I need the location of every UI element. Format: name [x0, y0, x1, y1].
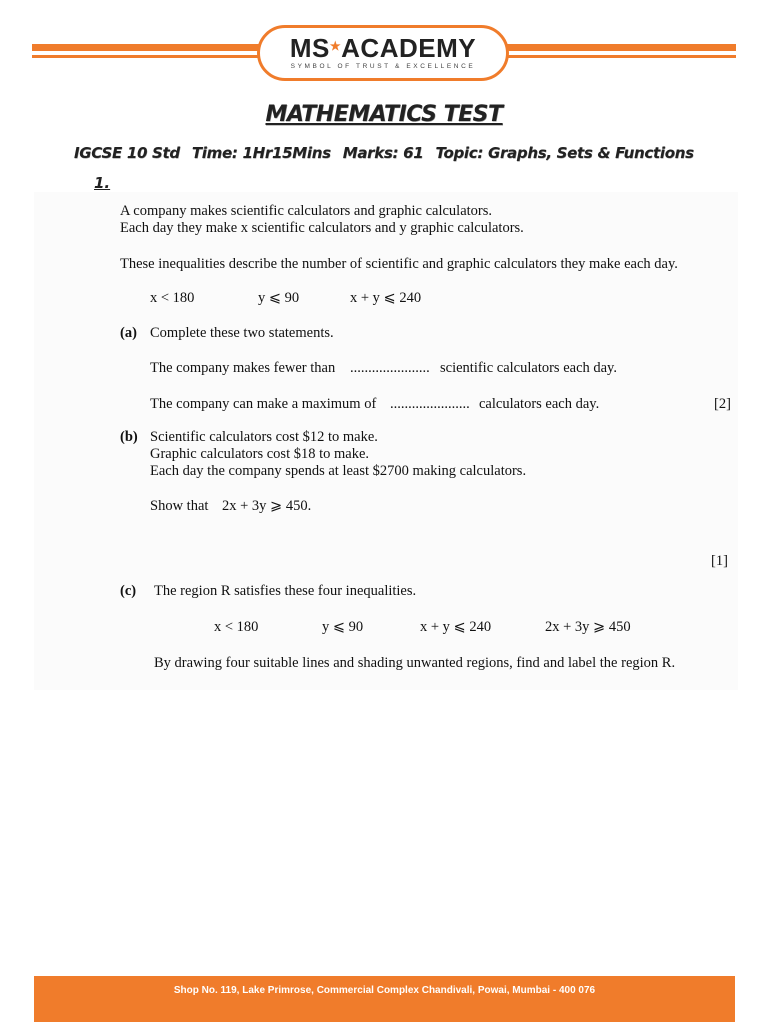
- marks-label: Marks: 61: [342, 144, 424, 162]
- inequality: x < 180: [214, 619, 259, 635]
- academy-logo: [257, 25, 509, 81]
- marks-b: [1]: [711, 553, 728, 569]
- statement-1-post: scientific calculators each day.: [440, 360, 617, 376]
- part-c-instruction: By drawing four suitable lines and shading unwanted regions, find and label the region R.: [154, 655, 676, 671]
- statement-1-pre: The company makes fewer than: [150, 360, 336, 376]
- marks-a: [2]: [714, 396, 731, 412]
- grade-label: IGCSE 10 Std: [74, 144, 180, 162]
- time-label: Time: 1Hr15Mins: [191, 144, 331, 162]
- inequality: y ⩽ 90: [322, 619, 364, 635]
- inequality: y ⩽ 90: [258, 290, 300, 306]
- inequality: x + y ⩽ 240: [350, 290, 422, 306]
- part-b-line-3: Each day the company spends at least $2700 making calculators.: [150, 463, 527, 479]
- intro-line-1: A company makes scientific calculators and graphic calculators.: [120, 203, 493, 219]
- test-info: [74, 144, 706, 162]
- star-icon: ★: [329, 39, 342, 53]
- answer-blank: ......................: [350, 360, 430, 376]
- part-b-line-2: Graphic calculators cost $18 to make.: [150, 446, 370, 462]
- logo-text: MS★ACADEMY: [289, 33, 477, 63]
- inequality: x + y ⩽ 240: [420, 619, 492, 635]
- question-number: 1.: [94, 174, 111, 192]
- part-c-label: (c): [120, 583, 137, 599]
- statement-2-post: calculators each day.: [479, 396, 600, 412]
- page-title: MATHEMATICS TEST: [265, 102, 503, 127]
- statement-2-pre: The company can make a maximum of: [150, 396, 377, 412]
- footer-address: Shop No. 119, Lake Primrose, Commercial Complex Chandivali, Powai, Mumbai - 400 076: [34, 976, 735, 1022]
- show-that: Show that: [150, 498, 209, 514]
- part-c-text: The region R satisfies these four inequalities.: [154, 583, 417, 599]
- inequality: 2x + 3y ⩾ 450: [545, 619, 631, 635]
- part-b-label: (b): [120, 429, 138, 445]
- show-expression: 2x + 3y ⩾ 450.: [222, 498, 312, 514]
- intro-line-2: Each day they make x scientific calculators and y graphic calculators.: [120, 220, 524, 236]
- logo-tagline: SYMBOL OF TRUST & EXCELLENCE: [290, 63, 476, 70]
- intro-line-3: These inequalities describe the number of scientific and graphic calculators they make each day.: [120, 256, 678, 272]
- part-a-label: (a): [120, 325, 137, 341]
- part-b-line-1: Scientific calculators cost $12 to make.: [150, 429, 378, 445]
- part-a-text: Complete these two statements.: [150, 325, 334, 341]
- inequality: x < 180: [150, 290, 195, 306]
- topic-label: Topic: Graphs, Sets & Functions: [435, 144, 694, 162]
- answer-blank: ......................: [390, 396, 470, 412]
